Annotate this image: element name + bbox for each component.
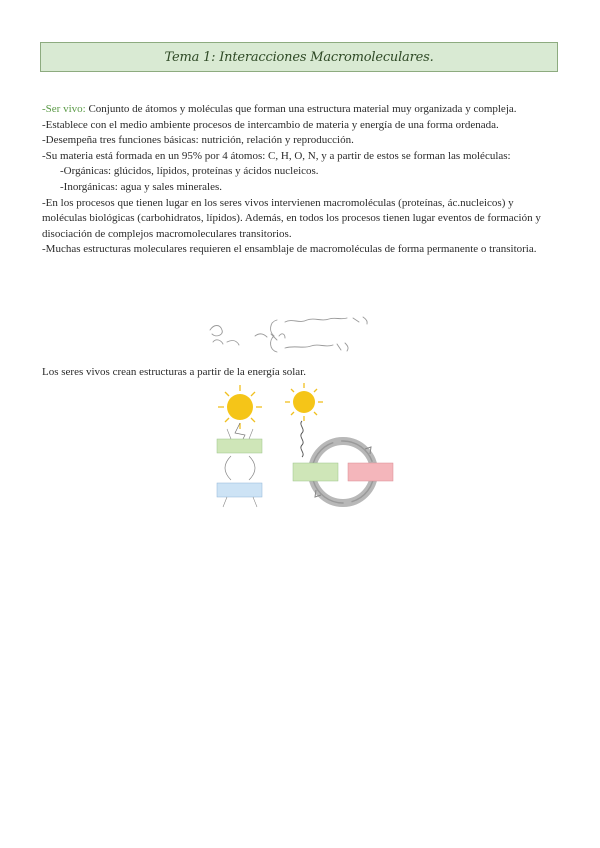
paragraph-3: -Desempeña tres funciones básicas: nutrición, relación y reproducción. [42,134,354,147]
sun-icon [285,383,323,421]
wave-arrow [301,421,303,457]
paragraph-2: -Establece con el medio ambiente procesos de intercambio de materia y energía de una forma ordenada. [42,118,499,131]
figure-caption: Los seres vivos crean estructuras a partir de la energía solar. [42,366,306,378]
title-box [40,42,558,72]
paragraph-inorganicas: -Inorgánicas: agua y sales minerales. [60,180,222,193]
energy-figure [205,383,405,518]
paragraph-organicas: -Orgánicas: glúcidos, lípidos, proteínas y ácidos nucleicos. [60,165,319,178]
handwritten-sketch [205,312,405,357]
paragraph-8: -Muchas estructuras moleculares requieren el ensamblaje de macromoléculas de forma permanente o transitoria. [42,243,537,256]
body-text [42,102,558,258]
page-title: Tema 1: Interacciones Macromoleculares. [164,49,434,65]
ser-vivo-definition: Conjunto de átomos y moléculas que forman una estructura material muy organizada y compleja. [85,103,517,115]
paragraph-4: -Su materia está formada en un 95% por 4 átomos: C, H, O, N, y a partir de estos se forman las moléculas: [42,149,511,162]
ser-vivo-term: -Ser vivo: [42,103,86,115]
sun-icon [218,385,262,429]
paragraph-ser-vivo [42,102,558,118]
paragraph-7: -En los procesos que tienen lugar en los seres vivos intervienen macromoléculas (proteínas, ác.nucleicos) y moléculas biológicas (carbohidratos, lípidos). Además, en todos los procesos tienen lugar eventos de formación y disociación de complejos macromoleculares transitorios. [42,196,541,240]
